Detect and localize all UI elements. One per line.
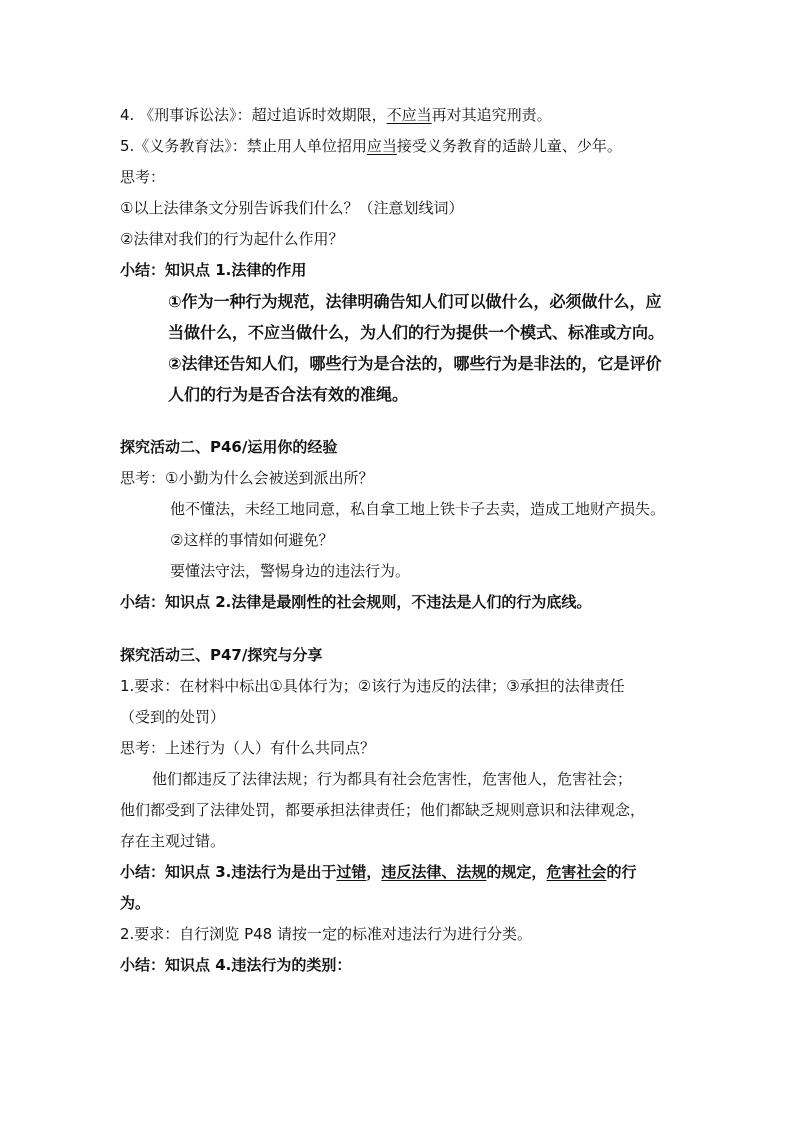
activity-2-title: 探究活动二、P46/运用你的经验 — [120, 438, 338, 456]
spacer — [120, 410, 714, 432]
think-label: 思考： — [120, 168, 166, 186]
question-1: ①以上法律条文分别告诉我们什么？（注意划线词） — [120, 199, 464, 217]
spacer — [120, 618, 714, 640]
summary-4: 小结：知识点 4.违法行为的类别： — [120, 956, 352, 974]
activity-3-title: 探究活动三、P47/探究与分享 — [120, 646, 323, 664]
summary-2: 小结：知识点 2.法律是最刚性的社会规则，不违法是人们的行为底线。 — [120, 593, 592, 611]
underlined-word: 不应当 — [386, 106, 432, 124]
point-2-line-a: ②法律还告知人们，哪些行为是合法的，哪些行为是非法的，它是评价 — [168, 354, 662, 373]
activity-2-question-2: ②这样的事情如何避免？ — [170, 531, 334, 549]
summary-1: 小结：知识点 1.法律的作用 — [120, 261, 307, 279]
law-item-4: 4. 《刑事诉讼法》：超过追诉时效期限，不应当再对其追究刑责。 — [120, 106, 552, 124]
point-1-line-a: ①作为一种行为规范，法律明确告知人们可以做什么，必须做什么，应 — [168, 292, 662, 311]
point-2-line-b: 人们的行为是否合法有效的准绳。 — [168, 385, 409, 404]
activity-3-answer-line-c: 存在主观过错。 — [120, 832, 226, 850]
summary-3-line-2: 为。 — [120, 894, 151, 912]
question-2: ②法律对我们的行为起什么作用？ — [120, 230, 344, 248]
activity-3-answer-line-a: 他们都违反了法律法规；行为都具有社会危害性，危害他人，危害社会； — [152, 770, 633, 788]
activity-3-question: 思考：上述行为（人）有什么共同点？ — [120, 739, 376, 757]
requirement-1-line-b: （受到的处罚） — [120, 708, 226, 726]
activity-2-question-1: 思考：①小勤为什么会被送到派出所？ — [120, 469, 374, 487]
underlined-word: 应当 — [366, 137, 397, 155]
activity-3-answer-line-b: 他们都受到了法律处罚，都要承担法律责任；他们都缺乏规则意识和法律观念， — [120, 801, 646, 819]
activity-2-answer-2: 要懂法守法，警惕身边的违法行为。 — [170, 562, 411, 580]
law-item-5: 5.《义务教育法》：禁止用人单位招用应当接受义务教育的适龄儿童、少年。 — [120, 137, 622, 155]
requirement-1-line-a: 1.要求：在材料中标出①具体行为；②该行为违反的法律；③承担的法律责任 — [120, 677, 625, 695]
requirement-2: 2.要求：自行浏览 P48 请按一定的标准对违法行为进行分类。 — [120, 925, 532, 943]
activity-2-answer-1: 他不懂法，未经工地同意，私自拿工地上铁卡子去卖，造成工地财产损失。 — [170, 500, 666, 518]
underlined-word: 危害社会 — [546, 863, 607, 881]
point-1-line-b: 当做什么，不应当做什么，为人们的行为提供一个模式、标准或方向。 — [168, 323, 665, 342]
underlined-word: 过错 — [336, 863, 367, 881]
summary-3: 小结：知识点 3.违法行为是出于过错，违反法律、法规的规定，危害社会的行 — [120, 863, 637, 881]
underlined-word: 违反法律、法规 — [381, 863, 487, 881]
